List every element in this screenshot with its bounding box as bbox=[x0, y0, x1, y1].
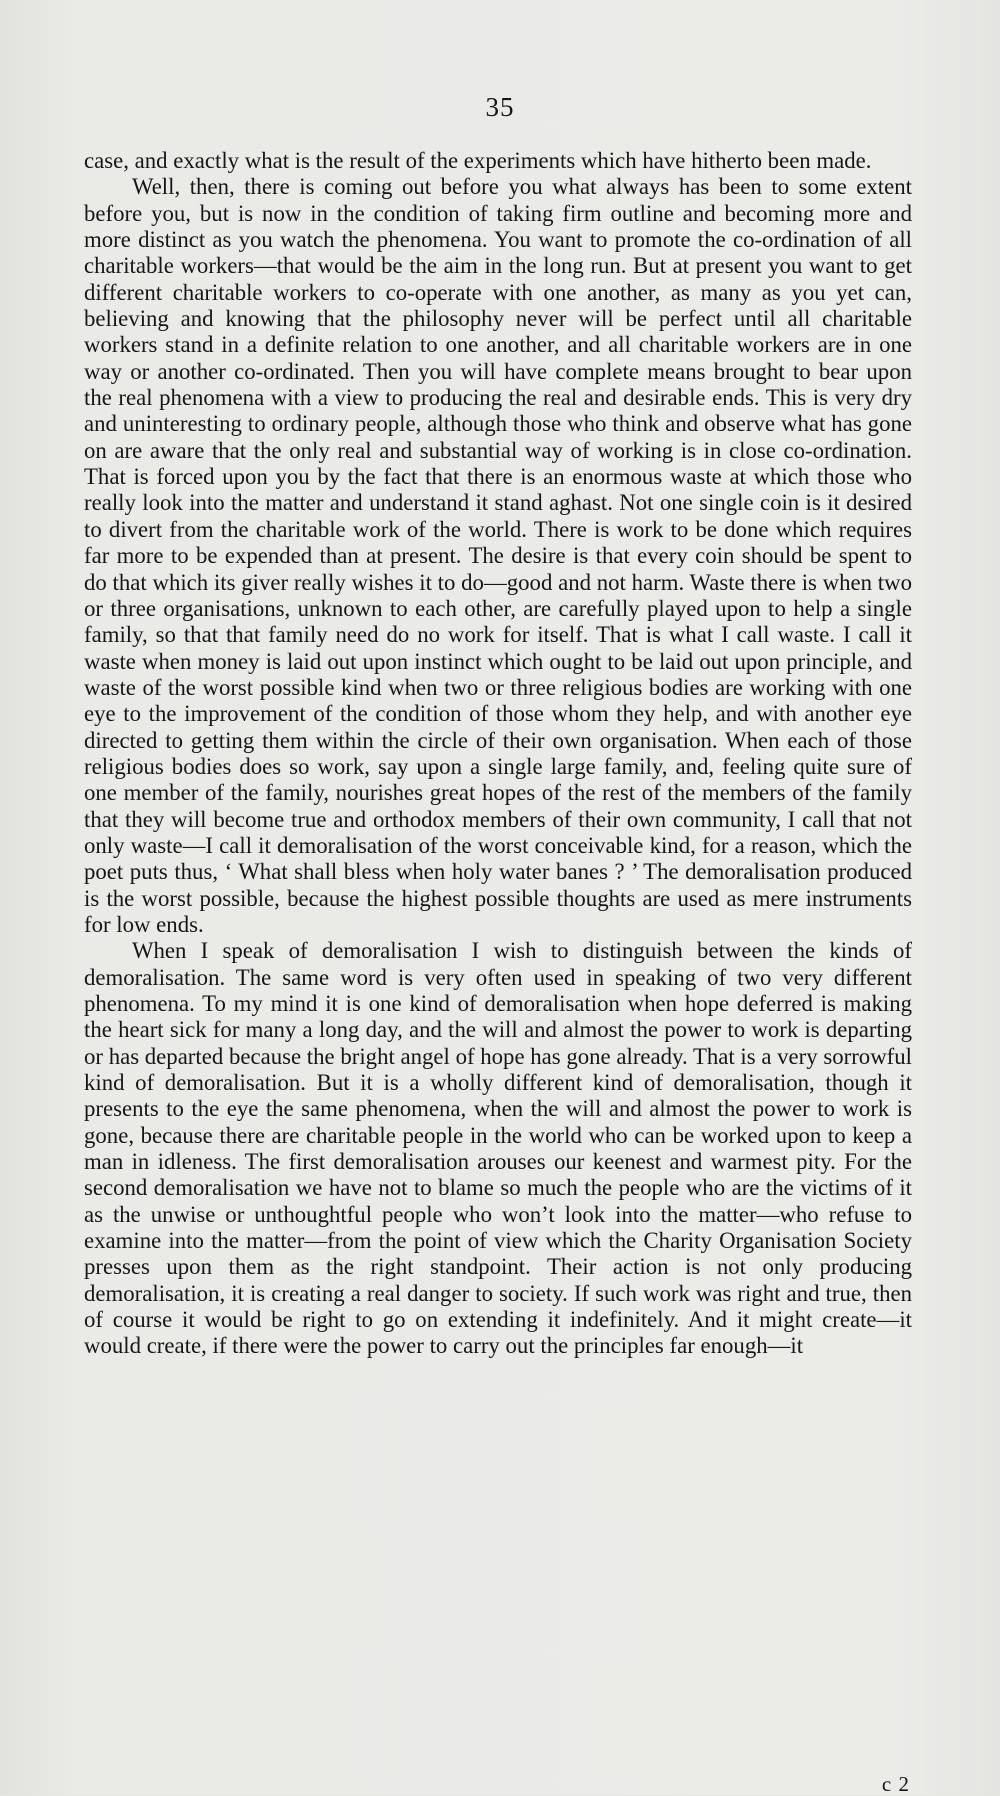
paragraph-coordination: Well, then, there is coming out before you what always has been to some extent before you, but is now in the condition of taking firm outline and becoming more and more distinct as you watch the phenomena. You want to promote the co-ordination of all charitable workers—that would be the aim in the long run. But at present you want to get different charitable workers to co-operate with one another, as many as you yet can, believing and knowing that the philosophy never will be perfect until all charitable workers stand in a definite relation to one another, and all charitable workers are in one way or another co-ordinated. Then you will have complete means brought to bear upon the real phenomena with a view to producing the real and desirable ends. This is very dry and uninteresting to ordinary people, although those who think and observe what has gone on are aware that the only real and substantial way of working is in close co-ordination. That is forced upon you by the fact that there is an enormous waste at which those who really look into the matter and understand it stand aghast. Not one single coin is it desired to divert from the charitable work of the world. There is work to be done which requires far more to be expended than at present. The desire is that every coin should be spent to do that which its giver really wishes it to do—good and not harm. Waste there is when two or three organisations, unknown to each other, are carefully played upon to help a single family, so that that family need do no work for itself. That is what I call waste. I call it waste when money is laid out upon instinct which ought to be laid out upon principle, and waste of the worst possible kind when two or three religious bodies are working with one eye to the improvement of the condition of those whom they help, and with another eye directed to getting them within the circle of their own organisation. When each of those religious bodies does so work, say upon a single large family, and, feeling quite sure of one member of the family, nourishes great hopes of the rest of the members of the family that they will become true and orthodox members of their own community, I call that not only waste—I call it demoralisation of the worst conceivable kind, for a reason, which the poet puts thus, ‘ What shall bless when holy water banes ? ’ The demoralisation produced is the worst possible, because the highest possible thoughts are used as mere instruments for low ends. bbox=[84, 174, 912, 937]
paragraph-demoralisation: When I speak of demoralisation I wish to distinguish between the kinds of demoralisation. The same word is very often used in speaking of two very different phenomena. To my mind it is one kind of demoralisation when hope deferred is making the heart sick for many a long day, and the will and almost the power to work is departing or has departed because the bright angel of hope has gone already. That is a very sorrowful kind of demoralisation. But it is a wholly different kind of demoralisation, though it presents to the eye the same phenomena, when the will and almost the power to work is gone, because there are charitable people in the world who can be worked upon to keep a man in idleness. The first demoralisation arouses our keenest and warmest pity. For the second demoralisation we have not to blame so much the people who are the victims of it as the unwise or unthoughtful people who won’t look into the matter—who refuse to examine into the matter—from the point of view which the Charity Organisation Society presses upon them as the right standpoint. Their action is not only producing demoralisation, it is creating a real danger to society. If such work was right and true, then of course it would be right to go on extending it indefinitely. And it might create—it would create, if there were the power to carry out the principles far enough—it bbox=[84, 938, 912, 1359]
page-number: 35 bbox=[485, 92, 515, 122]
body-text bbox=[84, 148, 912, 1360]
paragraph-continuation: case, and exactly what is the result of the experiments which have hitherto been made. bbox=[84, 148, 872, 173]
signature-mark: c 2 bbox=[881, 1772, 910, 1796]
